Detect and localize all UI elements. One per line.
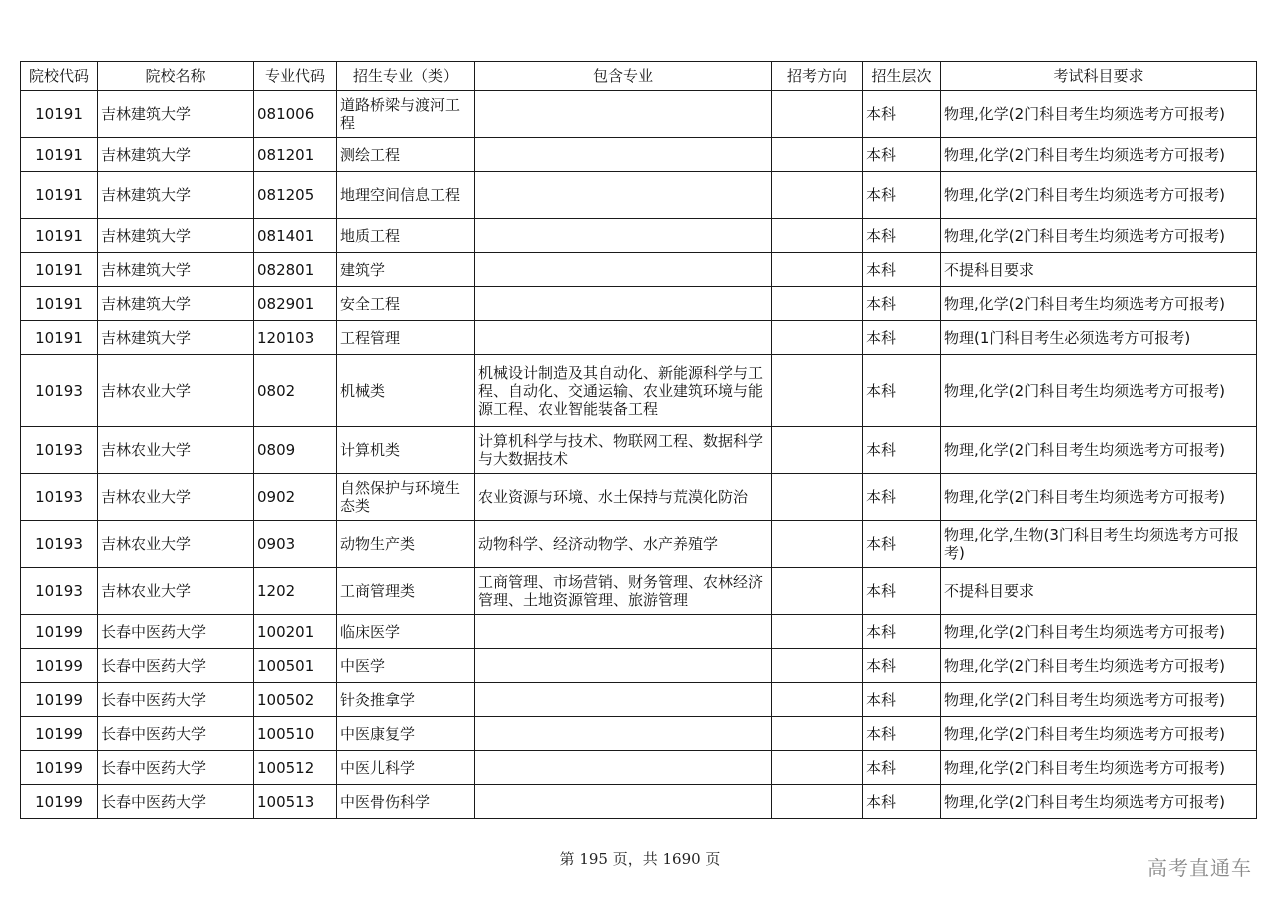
cell-major-code: 100502 (254, 683, 337, 717)
cell-included (475, 91, 772, 138)
cell-direction (772, 474, 863, 521)
cell-major: 道路桥梁与渡河工程 (337, 91, 475, 138)
cell-major: 动物生产类 (337, 521, 475, 568)
cell-major: 工商管理类 (337, 568, 475, 615)
cell-school-code: 10191 (21, 91, 98, 138)
cell-included: 工商管理、市场营销、财务管理、农林经济管理、土地资源管理、旅游管理 (475, 568, 772, 615)
cell-requirement: 不提科目要求 (941, 253, 1257, 287)
cell-direction (772, 785, 863, 819)
cell-included: 农业资源与环境、水土保持与荒漠化防治 (475, 474, 772, 521)
cell-requirement: 物理,化学(2门科目考生均须选考方可报考) (941, 91, 1257, 138)
cell-direction (772, 521, 863, 568)
cell-requirement: 物理,化学(2门科目考生均须选考方可报考) (941, 219, 1257, 253)
cell-major: 安全工程 (337, 287, 475, 321)
cell-major: 自然保护与环境生态类 (337, 474, 475, 521)
enrollment-table (20, 61, 1257, 819)
cell-direction (772, 321, 863, 355)
table-header-row (21, 62, 1257, 91)
cell-school-code: 10199 (21, 649, 98, 683)
cell-requirement: 物理,化学(2门科目考生均须选考方可报考) (941, 615, 1257, 649)
cell-school-name: 吉林建筑大学 (98, 253, 254, 287)
cell-school-code: 10191 (21, 321, 98, 355)
header-requirement: 考试科目要求 (941, 62, 1257, 91)
cell-major: 计算机类 (337, 427, 475, 474)
cell-direction (772, 568, 863, 615)
cell-major-code: 081401 (254, 219, 337, 253)
cell-school-code: 10191 (21, 138, 98, 172)
header-direction: 招考方向 (772, 62, 863, 91)
cell-major: 建筑学 (337, 253, 475, 287)
table-row (21, 649, 1257, 683)
cell-direction (772, 91, 863, 138)
cell-direction (772, 355, 863, 427)
cell-major: 中医学 (337, 649, 475, 683)
watermark: 高考直通车 (1147, 856, 1252, 880)
cell-level: 本科 (863, 427, 941, 474)
cell-school-name: 吉林建筑大学 (98, 321, 254, 355)
cell-major: 工程管理 (337, 321, 475, 355)
cell-included (475, 253, 772, 287)
cell-level: 本科 (863, 91, 941, 138)
cell-included (475, 683, 772, 717)
cell-requirement: 物理,化学(2门科目考生均须选考方可报考) (941, 427, 1257, 474)
cell-level: 本科 (863, 172, 941, 219)
page-number: 第 195 页，共 1690 页 (559, 850, 721, 868)
cell-school-name: 吉林农业大学 (98, 568, 254, 615)
cell-major: 机械类 (337, 355, 475, 427)
table-row (21, 521, 1257, 568)
cell-school-name: 长春中医药大学 (98, 649, 254, 683)
cell-school-name: 吉林农业大学 (98, 474, 254, 521)
cell-major: 地质工程 (337, 219, 475, 253)
cell-requirement: 物理,化学(2门科目考生均须选考方可报考) (941, 717, 1257, 751)
cell-major: 中医儿科学 (337, 751, 475, 785)
cell-school-code: 10193 (21, 355, 98, 427)
table-row (21, 253, 1257, 287)
table-row (21, 287, 1257, 321)
cell-level: 本科 (863, 785, 941, 819)
cell-major-code: 0809 (254, 427, 337, 474)
cell-level: 本科 (863, 287, 941, 321)
cell-level: 本科 (863, 219, 941, 253)
table-row (21, 751, 1257, 785)
cell-included (475, 172, 772, 219)
cell-school-code: 10199 (21, 683, 98, 717)
cell-level: 本科 (863, 355, 941, 427)
cell-direction (772, 751, 863, 785)
cell-major-code: 0902 (254, 474, 337, 521)
cell-major: 测绘工程 (337, 138, 475, 172)
cell-requirement: 物理,化学(2门科目考生均须选考方可报考) (941, 138, 1257, 172)
cell-school-code: 10199 (21, 751, 98, 785)
header-level: 招生层次 (863, 62, 941, 91)
cell-major: 地理空间信息工程 (337, 172, 475, 219)
cell-major-code: 081006 (254, 91, 337, 138)
cell-direction (772, 615, 863, 649)
cell-school-name: 长春中医药大学 (98, 683, 254, 717)
table-row (21, 321, 1257, 355)
cell-major-code: 082801 (254, 253, 337, 287)
cell-level: 本科 (863, 568, 941, 615)
cell-direction (772, 649, 863, 683)
cell-direction (772, 138, 863, 172)
table-row (21, 568, 1257, 615)
cell-school-code: 10193 (21, 521, 98, 568)
cell-requirement: 物理,化学(2门科目考生均须选考方可报考) (941, 474, 1257, 521)
cell-major-code: 1202 (254, 568, 337, 615)
cell-school-code: 10199 (21, 785, 98, 819)
cell-major-code: 100512 (254, 751, 337, 785)
table-row (21, 615, 1257, 649)
cell-requirement: 物理,化学(2门科目考生均须选考方可报考) (941, 785, 1257, 819)
cell-level: 本科 (863, 521, 941, 568)
cell-included (475, 219, 772, 253)
cell-level: 本科 (863, 321, 941, 355)
cell-major-code: 100201 (254, 615, 337, 649)
cell-school-name: 长春中医药大学 (98, 751, 254, 785)
cell-included: 计算机科学与技术、物联网工程、数据科学与大数据技术 (475, 427, 772, 474)
cell-school-code: 10191 (21, 172, 98, 219)
cell-major-code: 100513 (254, 785, 337, 819)
cell-requirement: 物理,化学(2门科目考生均须选考方可报考) (941, 172, 1257, 219)
cell-major-code: 100501 (254, 649, 337, 683)
header-school-code: 院校代码 (21, 62, 98, 91)
cell-school-code: 10191 (21, 253, 98, 287)
cell-included (475, 615, 772, 649)
cell-school-name: 吉林农业大学 (98, 427, 254, 474)
cell-requirement: 物理,化学(2门科目考生均须选考方可报考) (941, 287, 1257, 321)
cell-major-code: 0802 (254, 355, 337, 427)
cell-school-code: 10199 (21, 717, 98, 751)
cell-direction (772, 219, 863, 253)
cell-level: 本科 (863, 683, 941, 717)
cell-level: 本科 (863, 751, 941, 785)
cell-included (475, 287, 772, 321)
cell-requirement: 物理,化学,生物(3门科目考生均须选考方可报考) (941, 521, 1257, 568)
cell-requirement: 物理,化学(2门科目考生均须选考方可报考) (941, 649, 1257, 683)
cell-major: 临床医学 (337, 615, 475, 649)
cell-major-code: 082901 (254, 287, 337, 321)
table-body (21, 91, 1257, 819)
cell-direction (772, 717, 863, 751)
cell-school-name: 吉林农业大学 (98, 521, 254, 568)
cell-school-code: 10199 (21, 615, 98, 649)
cell-level: 本科 (863, 474, 941, 521)
table-row (21, 172, 1257, 219)
cell-included: 机械设计制造及其自动化、新能源科学与工程、自动化、交通运输、农业建筑环境与能源工程、农业智能装备工程 (475, 355, 772, 427)
cell-level: 本科 (863, 717, 941, 751)
cell-school-code: 10193 (21, 427, 98, 474)
cell-major: 中医骨伤科学 (337, 785, 475, 819)
table-row (21, 427, 1257, 474)
cell-school-code: 10191 (21, 219, 98, 253)
cell-school-name: 吉林建筑大学 (98, 172, 254, 219)
cell-direction (772, 172, 863, 219)
cell-school-code: 10193 (21, 474, 98, 521)
cell-included (475, 751, 772, 785)
header-major: 招生专业（类） (337, 62, 475, 91)
cell-level: 本科 (863, 253, 941, 287)
cell-school-name: 长春中医药大学 (98, 717, 254, 751)
cell-major-code: 120103 (254, 321, 337, 355)
cell-requirement: 物理(1门科目考生必须选考方可报考) (941, 321, 1257, 355)
table-row (21, 683, 1257, 717)
cell-level: 本科 (863, 615, 941, 649)
table-row (21, 474, 1257, 521)
cell-requirement: 物理,化学(2门科目考生均须选考方可报考) (941, 683, 1257, 717)
cell-included (475, 785, 772, 819)
cell-requirement: 不提科目要求 (941, 568, 1257, 615)
cell-major-code: 081201 (254, 138, 337, 172)
cell-included (475, 321, 772, 355)
table-row (21, 717, 1257, 751)
cell-school-name: 吉林建筑大学 (98, 219, 254, 253)
cell-major: 中医康复学 (337, 717, 475, 751)
cell-school-code: 10191 (21, 287, 98, 321)
cell-school-name: 吉林建筑大学 (98, 91, 254, 138)
header-included: 包含专业 (475, 62, 772, 91)
cell-direction (772, 683, 863, 717)
cell-direction (772, 287, 863, 321)
cell-major-code: 081205 (254, 172, 337, 219)
cell-school-code: 10193 (21, 568, 98, 615)
cell-major: 针灸推拿学 (337, 683, 475, 717)
cell-included (475, 649, 772, 683)
header-school-name: 院校名称 (98, 62, 254, 91)
table-row (21, 785, 1257, 819)
cell-included (475, 138, 772, 172)
cell-requirement: 物理,化学(2门科目考生均须选考方可报考) (941, 355, 1257, 427)
table-row (21, 219, 1257, 253)
table-row (21, 355, 1257, 427)
cell-level: 本科 (863, 138, 941, 172)
cell-school-name: 长春中医药大学 (98, 615, 254, 649)
table-row (21, 138, 1257, 172)
table-row (21, 91, 1257, 138)
cell-included: 动物科学、经济动物学、水产养殖学 (475, 521, 772, 568)
cell-school-name: 吉林建筑大学 (98, 138, 254, 172)
cell-level: 本科 (863, 649, 941, 683)
cell-school-name: 长春中医药大学 (98, 785, 254, 819)
cell-major-code: 0903 (254, 521, 337, 568)
cell-direction (772, 253, 863, 287)
cell-direction (772, 427, 863, 474)
cell-requirement: 物理,化学(2门科目考生均须选考方可报考) (941, 751, 1257, 785)
header-major-code: 专业代码 (254, 62, 337, 91)
cell-major-code: 100510 (254, 717, 337, 751)
cell-included (475, 717, 772, 751)
cell-school-name: 吉林建筑大学 (98, 287, 254, 321)
cell-school-name: 吉林农业大学 (98, 355, 254, 427)
